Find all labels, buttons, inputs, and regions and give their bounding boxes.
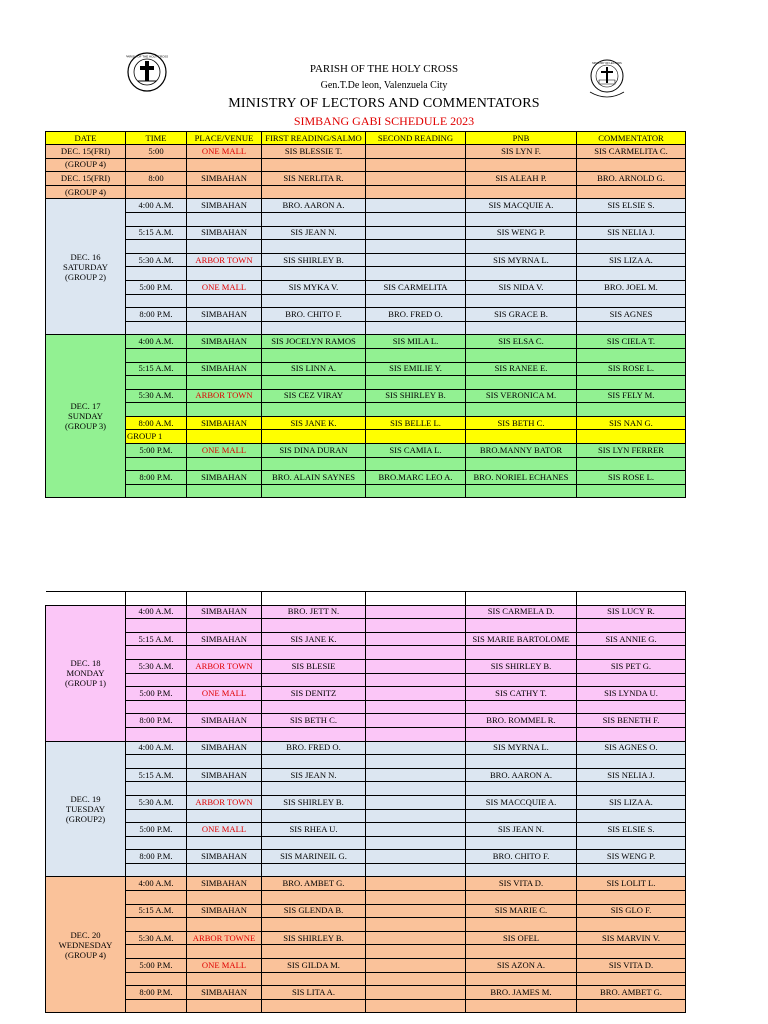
commentator-cell: SIS PET G. (577, 659, 686, 673)
first-reading-cell: SIS BLESIE (262, 659, 366, 673)
place-cell: SIMBAHAN (187, 362, 262, 376)
schedule-table-1 (45, 131, 686, 498)
table-row (46, 185, 686, 199)
pnb-cell: BRO. JAMES M. (466, 986, 577, 1000)
second-reading-cell (366, 877, 466, 891)
day-label: MONDAY (66, 668, 105, 679)
place-cell: ONE MALL (187, 687, 262, 701)
time-cell: 5:00 P.M. (126, 687, 187, 701)
commentator-cell: SIS ROSE L. (577, 471, 686, 485)
time-cell: 8:00 A.M. (126, 416, 187, 430)
place-cell: SIMBAHAN (187, 714, 262, 728)
pnb-cell: SIS NIDA V. (466, 280, 577, 294)
table-row (46, 145, 686, 159)
date-block (46, 335, 126, 498)
parish-address: Gen.T.De leon, Valenzuela City (320, 80, 448, 91)
second-reading-cell (366, 145, 466, 159)
table-row (46, 904, 686, 918)
place-cell: ONE MALL (187, 823, 262, 837)
table-row (46, 659, 686, 673)
place-cell: SIMBAHAN (187, 226, 262, 240)
second-reading-cell (366, 714, 466, 728)
pnb-cell: SIS ELSA C. (466, 335, 577, 349)
col-pnb: PNB (466, 132, 577, 145)
table-row (46, 687, 686, 701)
first-reading-cell: SIS SHIRLEY B. (262, 795, 366, 809)
table-row (46, 986, 686, 1000)
commentator-cell: SIS WENG P. (577, 850, 686, 864)
table-row (46, 416, 686, 430)
first-reading-cell: BRO. AMBET G. (262, 877, 366, 891)
second-reading-cell: SIS BELLE L. (366, 416, 466, 430)
pnb-cell: SIS LYN F. (466, 145, 577, 159)
pnb-cell: SIS GRACE B. (466, 308, 577, 322)
place-cell: ARBOR TOWN (187, 253, 262, 267)
second-reading-cell: SIS SHIRLEY B. (366, 389, 466, 403)
first-reading-cell: SIS JEAN N. (262, 226, 366, 240)
time-cell: 8:00 P.M. (126, 850, 187, 864)
pnb-cell: BRO. ROMMEL R. (466, 714, 577, 728)
table-row (46, 280, 686, 294)
pnb-cell: SIS JEAN N. (466, 823, 577, 837)
commentator-cell: SIS LYN FERRER (577, 444, 686, 458)
group-label: (GROUP 1) (65, 678, 106, 689)
pnb-cell: SIS CARMELA D. (466, 605, 577, 619)
second-reading-cell (366, 632, 466, 646)
pnb-cell: SIS WENG P. (466, 226, 577, 240)
table-row (46, 158, 686, 172)
table-row (46, 335, 686, 349)
first-reading-cell: SIS JEAN N. (262, 768, 366, 782)
first-reading-cell: BRO. ALAIN SAYNES (262, 471, 366, 485)
table-row (46, 389, 686, 403)
second-reading-cell (366, 741, 466, 755)
pnb-cell: SIS MARIE BARTOLOME (466, 632, 577, 646)
place-cell: SIMBAHAN (187, 605, 262, 619)
time-cell: 4:00 A.M. (126, 199, 187, 213)
place-cell: SIMBAHAN (187, 172, 262, 186)
col-commentator: COMMENTATOR (577, 132, 686, 145)
group1-label: GROUP 1 (126, 430, 187, 444)
first-reading-cell: SIS MARINEIL G. (262, 850, 366, 864)
date-cell: DEC. 15(FRI) (46, 172, 126, 186)
ministry-logo-text: MINISTRY OF LECTORS (592, 61, 622, 65)
place-cell: SIMBAHAN (187, 308, 262, 322)
group-cell: (GROUP 4) (46, 158, 126, 172)
first-reading-cell: BRO. FRED O. (262, 741, 366, 755)
commentator-cell: SIS NELIA J. (577, 226, 686, 240)
second-reading-cell (366, 986, 466, 1000)
col-place: PLACE/VENUE (187, 132, 262, 145)
first-reading-cell: SIS GLENDA B. (262, 904, 366, 918)
time-cell: 5:00 (126, 145, 187, 159)
date-block (46, 199, 126, 335)
pnb-cell: SIS RANEE E. (466, 362, 577, 376)
time-cell: 5:30 A.M. (126, 389, 187, 403)
pnb-cell: SIS VERONICA M. (466, 389, 577, 403)
first-reading-cell: SIS LITA A. (262, 986, 366, 1000)
table-row (46, 362, 686, 376)
pnb-cell: SIS VITA D. (466, 877, 577, 891)
place-cell: ARBOR TOWNE (187, 931, 262, 945)
second-reading-cell (366, 931, 466, 945)
group-cell: (GROUP 4) (46, 185, 126, 199)
place-cell: SIMBAHAN (187, 335, 262, 349)
second-reading-cell (366, 850, 466, 864)
place-cell: SIMBAHAN (187, 904, 262, 918)
table-header-row (46, 132, 686, 145)
place-cell: ONE MALL (187, 280, 262, 294)
table-row (46, 850, 686, 864)
table-row (46, 430, 686, 444)
time-cell: 8:00 P.M. (126, 986, 187, 1000)
date-block (46, 741, 126, 877)
pnb-cell: SIS MYRNA L. (466, 741, 577, 755)
second-reading-cell (366, 172, 466, 186)
commentator-cell: SIS CARMELITA C. (577, 145, 686, 159)
date-label: DEC. 17 (70, 401, 101, 412)
table-row (46, 605, 686, 619)
second-reading-cell: SIS EMILIE Y. (366, 362, 466, 376)
table-row (46, 959, 686, 973)
commentator-cell: SIS LYNDA U. (577, 687, 686, 701)
day-label: SATURDAY (62, 261, 109, 272)
pnb-cell: SIS ALEAH P. (466, 172, 577, 186)
first-reading-cell: SIS LINN A. (262, 362, 366, 376)
second-reading-cell: SIS CARMELITA (366, 280, 466, 294)
first-reading-cell: SIS SHIRLEY B. (262, 931, 366, 945)
pnb-cell: SIS AZON A. (466, 959, 577, 973)
second-reading-cell: BRO.MARC LEO A. (366, 471, 466, 485)
pnb-cell: SIS SHIRLEY B. (466, 659, 577, 673)
second-reading-cell: SIS MILA L. (366, 335, 466, 349)
commentator-cell: BRO. JOEL M. (577, 280, 686, 294)
second-reading-cell: SIS CAMIA L. (366, 444, 466, 458)
table-row (46, 877, 686, 891)
day-label: WEDNESDAY (58, 939, 113, 950)
first-reading-cell: SIS NERLITA R. (262, 172, 366, 186)
first-reading-cell: SIS RHEA U. (262, 823, 366, 837)
pnb-cell: BRO. CHITO F. (466, 850, 577, 864)
date-label: DEC. 16 (70, 251, 101, 262)
table-row (46, 823, 686, 837)
date-label: DEC. 18 (70, 658, 101, 669)
pnb-cell: SIS MACQUIE A. (466, 199, 577, 213)
second-reading-cell (366, 959, 466, 973)
time-cell: 5:30 A.M. (126, 795, 187, 809)
pnb-cell: BRO.MANNY BATOR (466, 444, 577, 458)
time-cell: 8:00 P.M. (126, 308, 187, 322)
commentator-cell: SIS LUCY R. (577, 605, 686, 619)
commentator-cell: SIS FELY M. (577, 389, 686, 403)
commentator-cell: SIS AGNES (577, 308, 686, 322)
time-cell: 4:00 A.M. (126, 741, 187, 755)
place-cell: ARBOR TOWN (187, 659, 262, 673)
table-row (46, 199, 686, 213)
group-label: (GROUP 4) (65, 949, 106, 960)
time-cell: 8:00 (126, 172, 187, 186)
table-row (46, 931, 686, 945)
time-cell: 5:15 A.M. (126, 904, 187, 918)
place-cell: ARBOR TOWN (187, 795, 262, 809)
time-cell: 4:00 A.M. (126, 605, 187, 619)
pnb-cell: SIS CATHY T. (466, 687, 577, 701)
commentator-cell: SIS NAN G. (577, 416, 686, 430)
pnb-cell: BRO. NORIEL ECHANES (466, 471, 577, 485)
second-reading-cell (366, 795, 466, 809)
time-cell: 5:15 A.M. (126, 632, 187, 646)
second-reading-cell (366, 904, 466, 918)
time-cell: 5:30 A.M. (126, 659, 187, 673)
commentator-cell: SIS ROSE L. (577, 362, 686, 376)
table-row (46, 741, 686, 755)
first-reading-cell: SIS JANE K. (262, 632, 366, 646)
place-cell: SIMBAHAN (187, 632, 262, 646)
time-cell: 5:00 P.M. (126, 823, 187, 837)
place-cell: SIMBAHAN (187, 768, 262, 782)
first-reading-cell: SIS DINA DURAN (262, 444, 366, 458)
pnb-cell: SIS OFEL (466, 931, 577, 945)
parish-name: PARISH OF THE HOLY CROSS (309, 63, 459, 75)
time-cell: 5:15 A.M. (126, 362, 187, 376)
time-cell: 4:00 A.M. (126, 877, 187, 891)
day-label: SUNDAY (67, 411, 104, 422)
second-reading-cell (366, 605, 466, 619)
table-row (46, 253, 686, 267)
table-row (46, 172, 686, 186)
second-reading-cell (366, 659, 466, 673)
commentator-cell: SIS NELIA J. (577, 768, 686, 782)
first-reading-cell: BRO. JETT N. (262, 605, 366, 619)
parish-logo-text: PARISH OF THE HOLY CROSS (126, 54, 168, 59)
schedule-table-2 (45, 591, 686, 1013)
commentator-cell: BRO. ARNOLD G. (577, 172, 686, 186)
col-second-reading: SECOND READING (366, 132, 466, 145)
commentator-cell: SIS ANNIE G. (577, 632, 686, 646)
time-cell: 5:30 A.M. (126, 931, 187, 945)
place-cell: SIMBAHAN (187, 471, 262, 485)
place-cell: SIMBAHAN (187, 986, 262, 1000)
table-row (46, 308, 686, 322)
first-reading-cell: SIS GILDA M. (262, 959, 366, 973)
table-row (46, 714, 686, 728)
commentator-cell: SIS LOLIT L. (577, 877, 686, 891)
second-reading-cell (366, 768, 466, 782)
time-cell: 5:15 A.M. (126, 768, 187, 782)
commentator-cell: SIS BENETH F. (577, 714, 686, 728)
date-label: DEC. 20 (70, 929, 101, 940)
first-reading-cell: SIS CEZ VIRAY (262, 389, 366, 403)
pnb-cell: BRO. AARON A. (466, 768, 577, 782)
time-cell: 4:00 A.M. (126, 335, 187, 349)
commentator-cell: SIS LIZA A. (577, 795, 686, 809)
date-cell: DEC. 15(FRI) (46, 145, 126, 159)
first-reading-cell: SIS JANE K. (262, 416, 366, 430)
pnb-cell: SIS MYRNA L. (466, 253, 577, 267)
commentator-cell: SIS GLO F. (577, 904, 686, 918)
time-cell: 5:00 P.M. (126, 959, 187, 973)
first-reading-cell: SIS MYKA V. (262, 280, 366, 294)
commentator-cell: SIS CIELA T. (577, 335, 686, 349)
second-reading-cell (366, 687, 466, 701)
date-block (46, 605, 126, 741)
place-cell: ARBOR TOWN (187, 389, 262, 403)
group-label: (GROUP 2) (65, 271, 106, 282)
time-cell: 5:00 P.M. (126, 444, 187, 458)
second-reading-cell (366, 253, 466, 267)
place-cell: SIMBAHAN (187, 850, 262, 864)
table-row (46, 795, 686, 809)
first-reading-cell: BRO. CHITO F. (262, 308, 366, 322)
commentator-cell: SIS AGNES O. (577, 741, 686, 755)
second-reading-cell (366, 823, 466, 837)
time-cell: 5:30 A.M. (126, 253, 187, 267)
first-reading-cell: SIS SHIRLEY B. (262, 253, 366, 267)
ministry-title: MINISTRY OF LECTORS AND COMMENTATORS (228, 96, 540, 111)
commentator-cell: SIS ELSIE S. (577, 823, 686, 837)
group-label: (GROUP 3) (65, 421, 106, 432)
commentator-cell: SIS LIZA A. (577, 253, 686, 267)
first-reading-cell: SIS BLESSIE T. (262, 145, 366, 159)
col-time: TIME (126, 132, 187, 145)
table-row (46, 471, 686, 485)
pnb-cell: SIS BETH C. (466, 416, 577, 430)
schedule-title: SIMBANG GABI SCHEDULE 2023 (293, 114, 475, 128)
place-cell: SIMBAHAN (187, 416, 262, 430)
place-cell: ONE MALL (187, 145, 262, 159)
first-reading-cell: BRO. AARON A. (262, 199, 366, 213)
second-reading-cell (366, 226, 466, 240)
pnb-cell: SIS MARIE C. (466, 904, 577, 918)
date-block (46, 877, 126, 1013)
place-cell: ONE MALL (187, 444, 262, 458)
col-first-reading: FIRST READING/SALMO (262, 132, 366, 145)
commentator-cell: SIS VITA D. (577, 959, 686, 973)
table-row (46, 632, 686, 646)
col-date: DATE (46, 132, 126, 145)
day-label: TUESDAY (65, 804, 106, 814)
second-reading-cell (366, 199, 466, 213)
second-reading-cell: BRO. FRED O. (366, 308, 466, 322)
commentator-cell: BRO. AMBET G. (577, 986, 686, 1000)
place-cell: SIMBAHAN (187, 877, 262, 891)
time-cell: 8:00 P.M. (126, 471, 187, 485)
first-reading-cell: SIS DENITZ (262, 687, 366, 701)
commentator-cell: SIS ELSIE S. (577, 199, 686, 213)
group-label: (GROUP2) (65, 814, 106, 824)
pnb-cell: SIS MACCQUIE A. (466, 795, 577, 809)
time-cell: 8:00 P.M. (126, 714, 187, 728)
time-cell: 5:15 A.M. (126, 226, 187, 240)
first-reading-cell: SIS JOCELYN RAMOS (262, 335, 366, 349)
place-cell: ONE MALL (187, 959, 262, 973)
place-cell: SIMBAHAN (187, 741, 262, 755)
date-label: DEC. 19 (70, 794, 101, 804)
table-row (46, 768, 686, 782)
time-cell: 5:00 P.M. (126, 280, 187, 294)
commentator-cell: SIS MARVIN V. (577, 931, 686, 945)
table-row (46, 226, 686, 240)
table-row (46, 444, 686, 458)
place-cell: SIMBAHAN (187, 199, 262, 213)
first-reading-cell: SIS BETH C. (262, 714, 366, 728)
